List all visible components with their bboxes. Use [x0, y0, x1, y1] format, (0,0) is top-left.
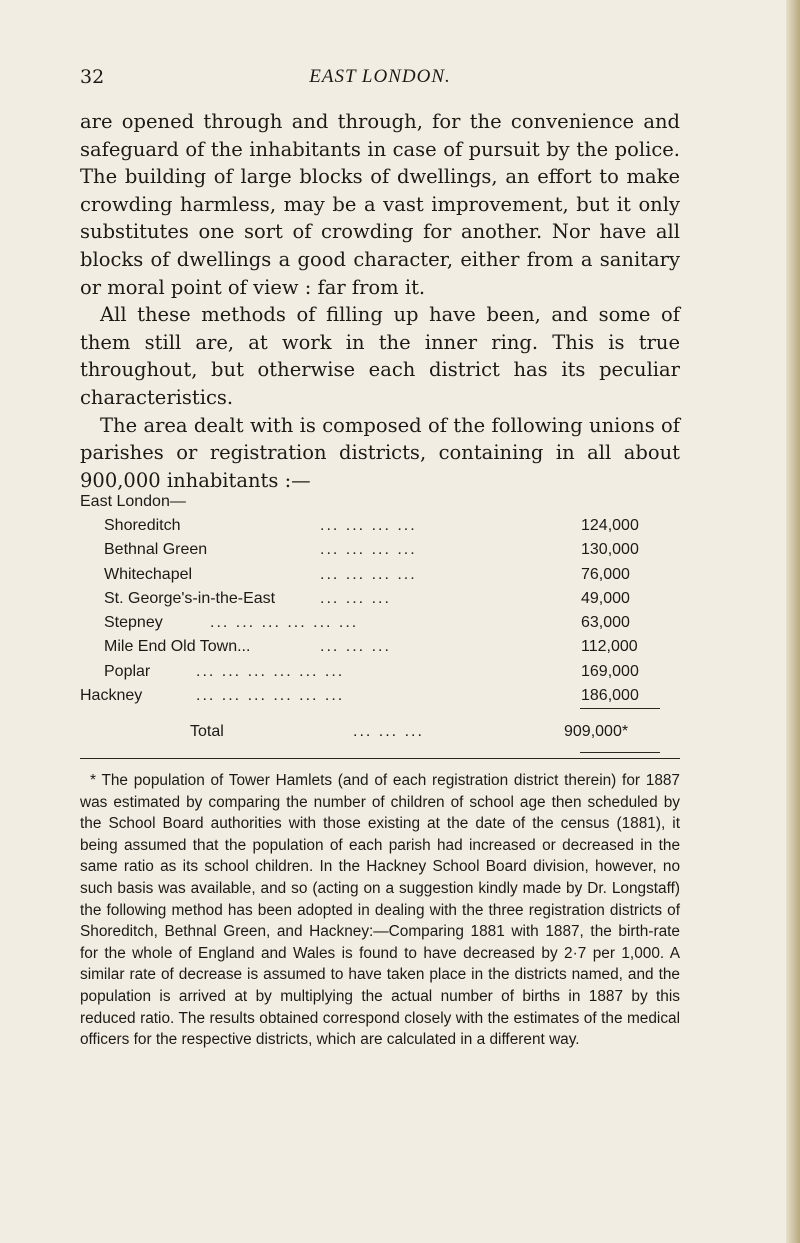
district-population: 76,000	[581, 565, 630, 583]
page-header	[80, 66, 680, 90]
footnote-divider	[80, 758, 680, 759]
table-row	[80, 514, 680, 538]
district-population: 112,000	[581, 638, 638, 656]
leader-dots: ... ... ... ... ... ...	[196, 662, 345, 680]
leader-dots: ... ... ... ... ... ...	[210, 614, 359, 632]
district-name: Hackney	[80, 687, 143, 705]
leader-dots: ... ... ...	[320, 638, 391, 656]
page-edge	[786, 0, 800, 1243]
population-table	[80, 490, 680, 744]
district-name: St. George's-in-the-East	[104, 589, 276, 607]
district-population: 130,000	[581, 541, 639, 559]
leader-dots: ... ... ...	[353, 723, 424, 741]
total-label: Total	[190, 723, 224, 741]
table-row	[80, 660, 680, 684]
table-row	[80, 611, 680, 635]
district-name: Bethnal Green	[104, 541, 208, 559]
paragraph-2: All these methods of filling up have been, and some of them still are, at work in the inner ring. This is true throughout, but otherwise each district has its peculiar characteristics.	[80, 303, 680, 409]
table-row	[80, 563, 680, 587]
district-name: Mile End Old Town...	[104, 638, 251, 656]
leader-dots: ... ... ...	[320, 589, 391, 607]
leader-dots: ... ... ... ...	[320, 517, 417, 534]
leader-dots: ... ... ... ...	[320, 565, 417, 583]
leader-dots: ... ... ... ... ... ...	[196, 687, 345, 705]
paragraph-1: are opened through and through, for the convenience and safeguard of the inhabitants in case of pursuit by the police. The building of large blocks of dwellings, an effort to make crowding harmless, may be a vast improvement, but it only substitutes one sort of crowding for another. Nor have all blocks of dwellings a good character, either from a sanitary or moral point of view : far from it.	[80, 110, 680, 299]
district-name: Stepney	[104, 614, 163, 632]
table-row	[80, 538, 680, 562]
district-population: 49,000	[581, 589, 630, 607]
table-row	[80, 587, 680, 611]
district-name: Poplar	[104, 662, 151, 680]
table-row	[80, 684, 680, 708]
district-population: 63,000	[581, 614, 630, 632]
district-population: 124,000	[581, 517, 639, 534]
leader-dots: ... ... ... ...	[320, 541, 417, 559]
running-title: EAST LONDON.	[309, 66, 451, 87]
district-name: Shoreditch	[104, 517, 181, 534]
footnote: * The population of Tower Hamlets (and of each registration district therein) for 1887 was estimated by comparing the number of children of school age then scheduled by the School Board authorities with those existing at the date of the census (1881), it being assumed that the population of each parish had increased or decreased in the same ratio as its school children. In the Hackney School Board division, however, no such basis was available, and so (acting on a suggestion kindly made by Dr. Longstaff) the following method has been adopted in dealing with the three registration districts of Shoreditch, Bethnal Green, and Hackney:—Comparing 1881 with 1887, the birth-rate for the whole of England and Wales is found to have decreased by 2·7 per 1,000. A similar rate of decrease is assumed to have taken place in the districts named, and the population is arrived at by multiplying the actual number of births in 1887 by this reduced ratio. The results obtained correspond closely with the estimates of the medical officers for the respective districts, which are calculated in a different way.	[80, 772, 680, 1049]
district-population: 186,000	[581, 687, 639, 705]
table-row	[80, 635, 680, 659]
paragraph-3: The area dealt with is composed of the following unions of parishes or registration districts, containing in all about 900,000 inhabitants :—	[80, 413, 680, 492]
district-population: 169,000	[581, 662, 639, 680]
total-population: 909,000*	[564, 723, 629, 741]
body-text	[80, 108, 680, 494]
table-heading: East London—	[80, 493, 186, 510]
total-rule	[580, 708, 660, 709]
page-number: 32	[80, 66, 105, 88]
total-rule-bottom	[580, 752, 660, 753]
total-row	[80, 720, 680, 744]
district-name: Whitechapel	[104, 565, 193, 583]
